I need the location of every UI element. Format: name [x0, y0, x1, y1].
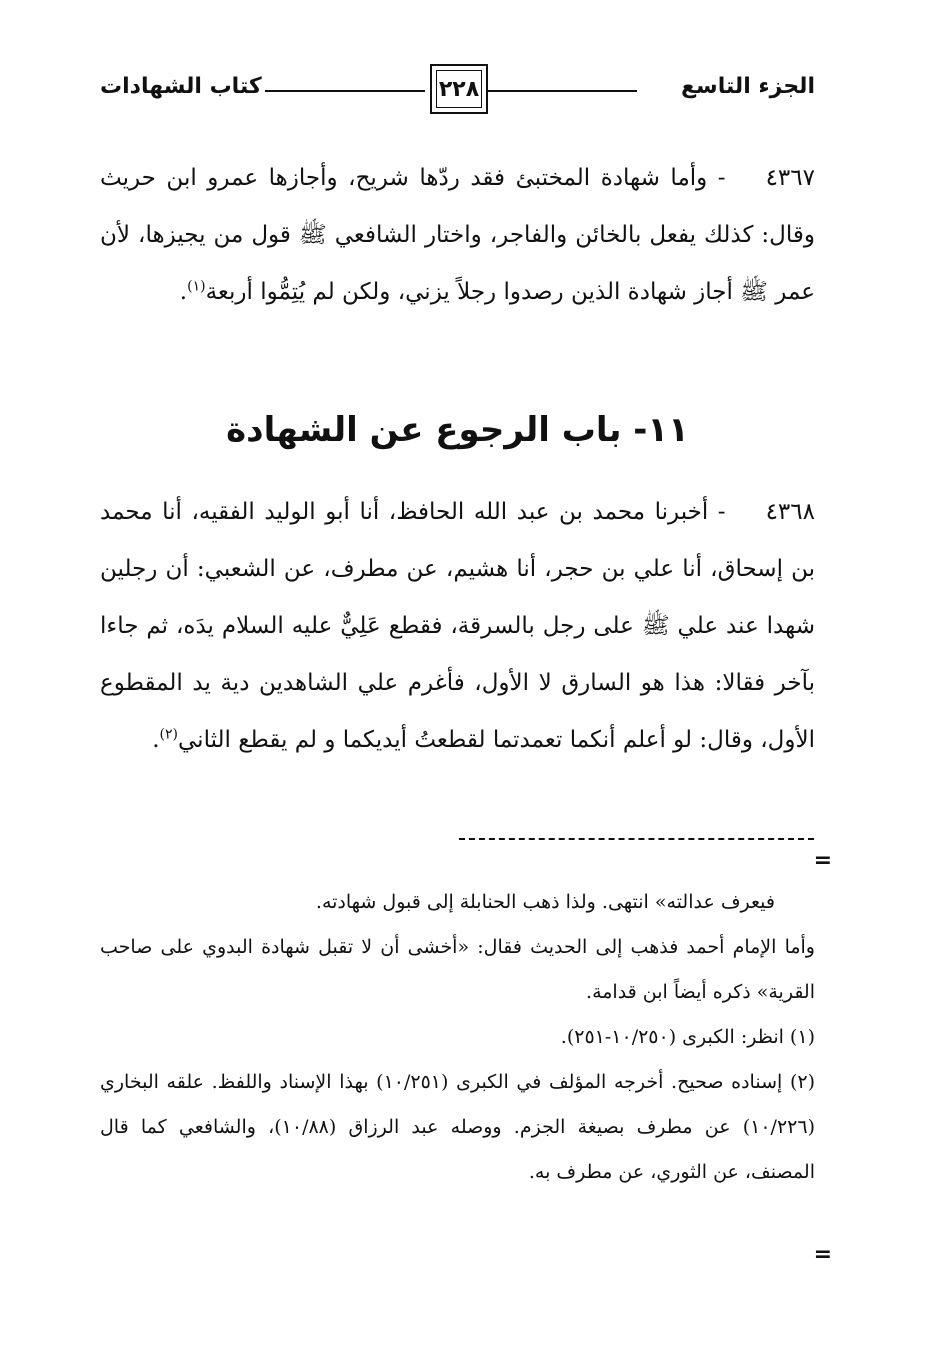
paragraph-text: ٤٣٦٧- وأما شهادة المختبئ فقد ردّها شريح، وأجازها عمرو ابن حريث وقال: كذلك يفعل بالخائن والفاجر، واختار الشافعي ﷺ قول من يجيزها، لأن عمر ﷺ أجاز شهادة الذين رصدوا رجلاً يزني، ولكن لم يُتِمُّوا أربعة	[100, 165, 815, 305]
paragraph-end: .	[179, 279, 188, 305]
header-rule-right	[487, 90, 637, 92]
footnote-line: وأما الإمام أحمد فذهب إلى الحديث فقال: «أخشى أن لا تقبل شهادة البدوي على صاحب القرية» ذكره أيضاً ابن قدامة.	[100, 936, 815, 1003]
page-number: ٢٢٨	[430, 64, 488, 114]
continuation-mark-top: =	[813, 848, 832, 873]
paragraph-text: ٤٣٦٨- أخبرنا محمد بن عبد الله الحافظ، أنا أبو الوليد الفقيه، أنا محمد بن إسحاق، أنا علي بن حجر، أنا هشيم، عن مطرف، عن الشعبي: أن رجلين شهدا عند علي ﷺ على رجل بالسرقة، فقطع عَلِيٌّ عليه السلام يدَه، ثم جاءا بآخر فقالا: هذا هو السارق لا الأول، فأغرم علي الشاهدين دية يد المقطوع الأول، وقال: لو أعلم أنكما تعمدتما لقطعتُ أيديكما و لم يقطع الثاني	[100, 499, 815, 753]
footnotes	[100, 880, 815, 1195]
continuation-mark-bottom: =	[813, 1242, 832, 1267]
footnote-ref-1: (١)	[187, 278, 206, 295]
book-title: كتاب الشهادات	[100, 74, 262, 99]
footnote-2: (٢) إسناده صحيح. أخرجه المؤلف في الكبرى (١٠/٢٥١) بهذا الإسناد واللفظ. علقه البخاري (١٠/٢٢٦) عن مطرف بصيغة الجزم. ووصله عبد الرزاق (١٠/٨٨)، والشافعي كما قال المصنف، عن الثوري، عن مطرف به.	[100, 1071, 815, 1183]
paragraph-4367	[100, 150, 815, 321]
footnote-ref-2: (٢)	[159, 726, 179, 743]
footnote-separator	[459, 838, 814, 840]
footnote-1: (١) انظر: الكبرى (١٠/٢٥٠-٢٥١).	[560, 1026, 815, 1048]
page-header	[100, 62, 815, 118]
footnote-line: فيعرف عدالته» انتهى. ولذا ذهب الحنابلة إلى قبول شهادته.	[315, 891, 775, 913]
paragraph-4368	[100, 484, 815, 769]
header-rule-left	[265, 90, 425, 92]
volume-title: الجزء التاسع	[681, 74, 815, 99]
section-heading: ١١- باب الرجوع عن الشهادة	[226, 410, 689, 450]
paragraph-end: .	[152, 727, 160, 753]
